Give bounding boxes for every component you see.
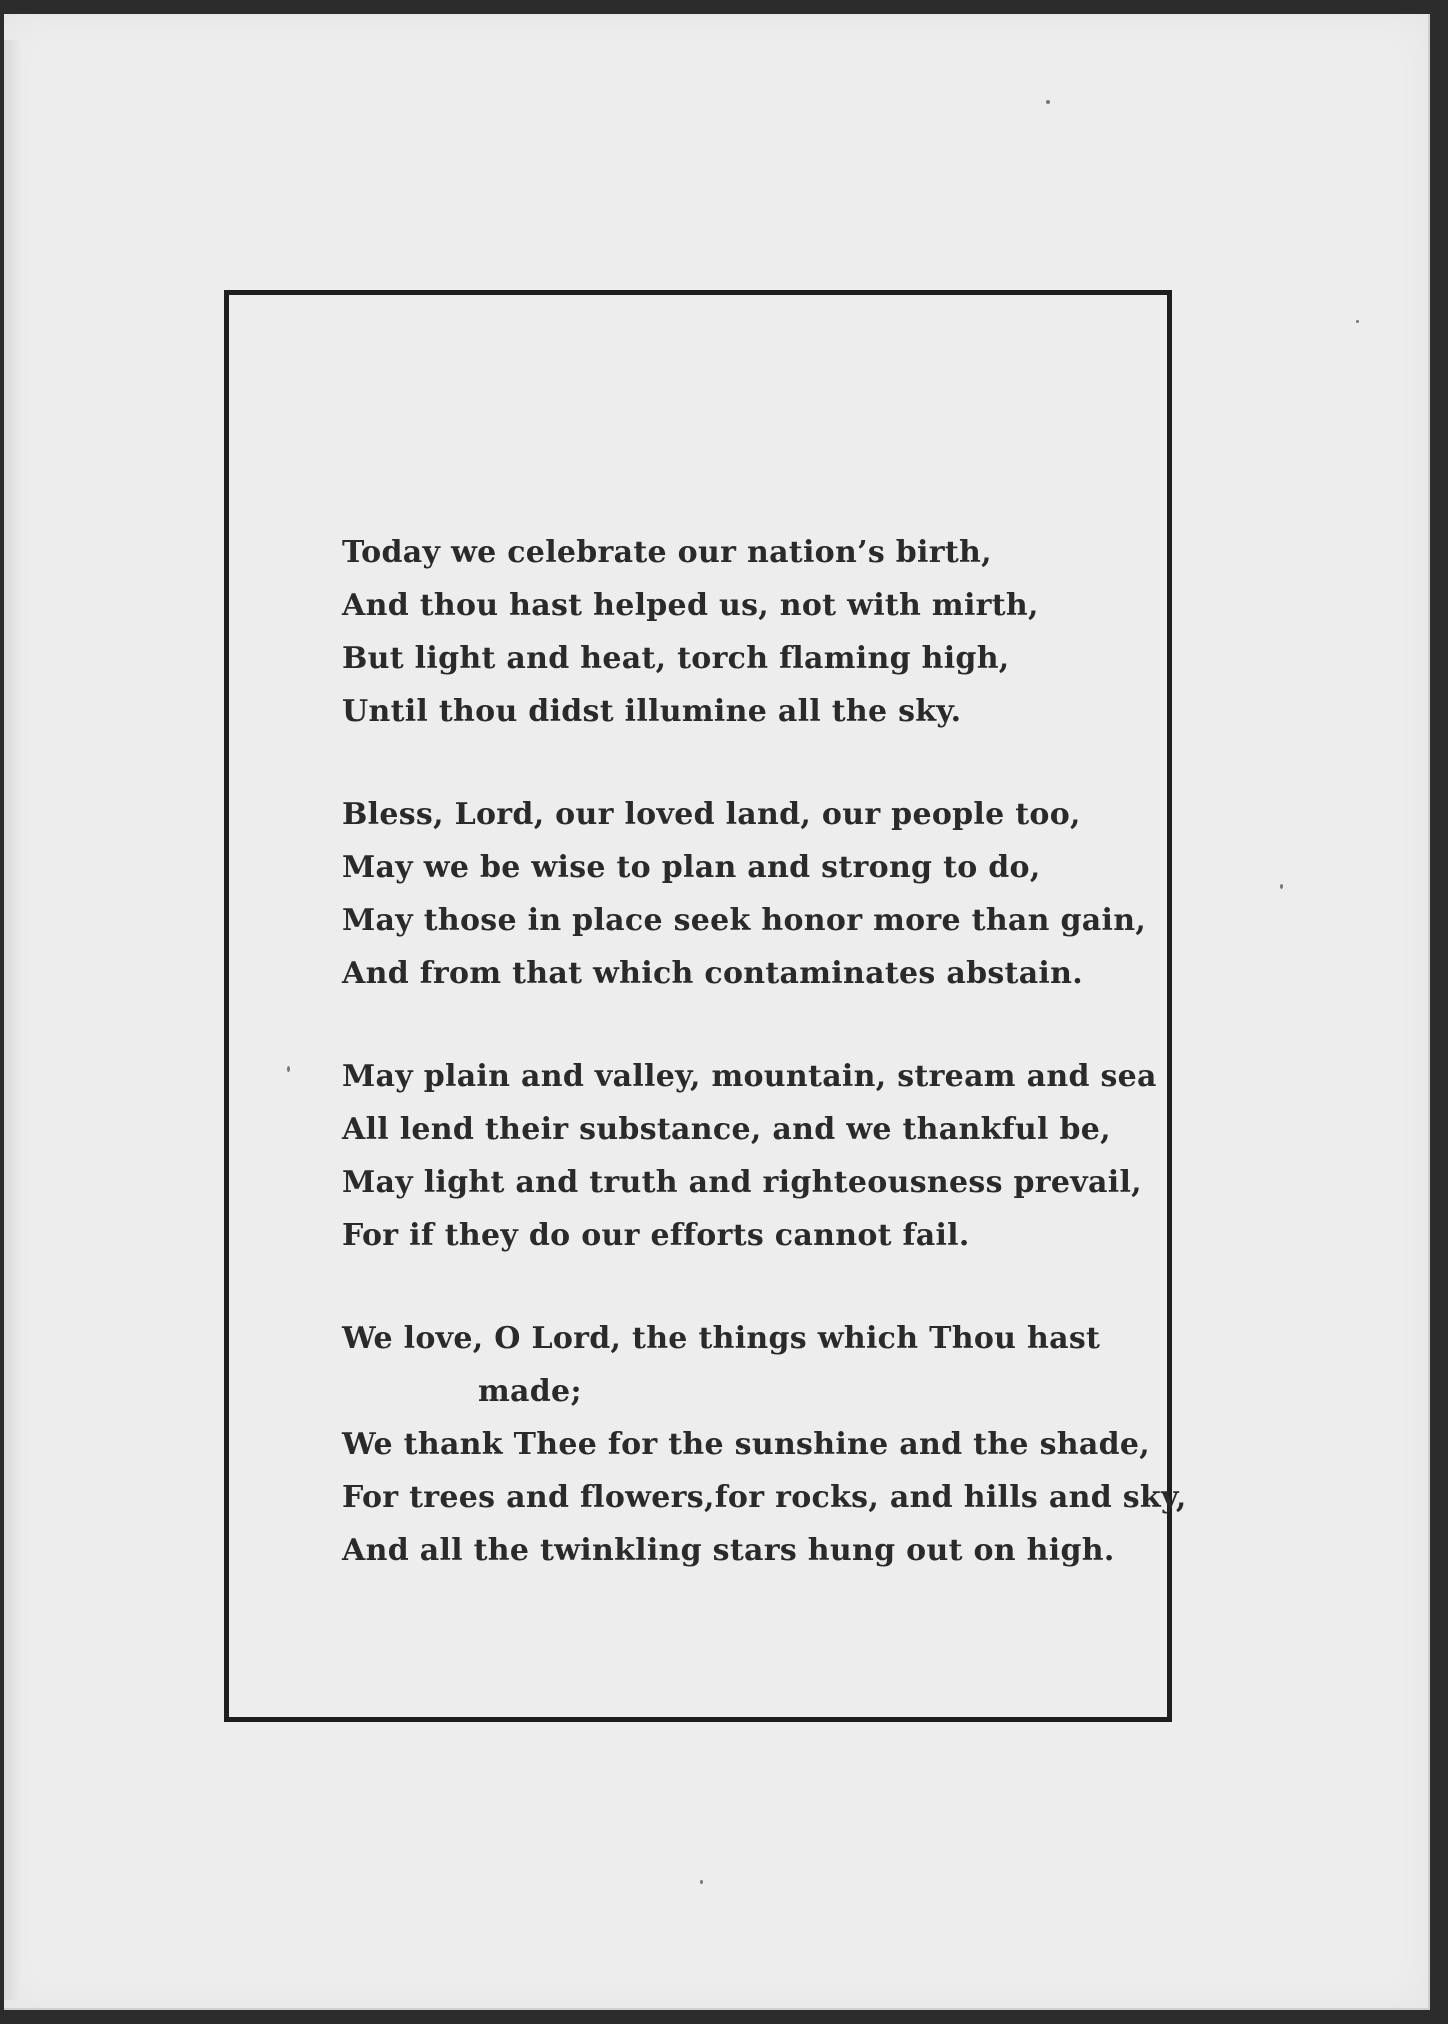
poem-line: For trees and flowers,for rocks, and hills and sky,: [342, 1480, 1187, 1515]
poem-line: May plain and valley, mountain, stream and sea: [342, 1059, 1157, 1094]
poem-line: For if they do our efforts cannot fail.: [342, 1218, 970, 1253]
dust-speck: [1280, 884, 1283, 889]
stanza-3: [342, 1050, 1157, 1262]
poem-line-continuation: made;: [478, 1374, 582, 1409]
poem-line: And thou hast helped us, not with mirth,: [342, 588, 1039, 623]
poem-line: We love, O Lord, the things which Thou hast: [342, 1321, 1101, 1356]
poem-line: May those in place seek honor more than gain,: [342, 903, 1147, 938]
poem-line: And from that which contaminates abstain.: [342, 956, 1083, 991]
stanza-1: [342, 526, 1142, 738]
paper-edge: [4, 40, 22, 2000]
stanza-2: [342, 788, 1147, 1000]
poem-line: Bless, Lord, our loved land, our people too,: [342, 797, 1081, 832]
poem-line: May we be wise to plan and strong to do,: [342, 850, 1041, 885]
poem-line: May light and truth and righteousness prevail,: [342, 1165, 1142, 1200]
poem: [342, 526, 1187, 1627]
poem-line: Today we celebrate our nation’s birth,: [342, 535, 992, 570]
poem-line: But light and heat, torch flaming high,: [342, 641, 1010, 676]
dust-speck: [1356, 320, 1359, 323]
poem-line: All lend their substance, and we thankful be,: [342, 1112, 1111, 1147]
poem-line: And all the twinkling stars hung out on high.: [342, 1533, 1115, 1568]
stanza-4: [342, 1312, 1187, 1577]
dust-speck: [1046, 100, 1050, 104]
poem-line: Until thou didst illumine all the sky.: [342, 694, 962, 729]
poem-line: We thank Thee for the sunshine and the shade,: [342, 1427, 1151, 1462]
dust-speck: [700, 1880, 703, 1884]
